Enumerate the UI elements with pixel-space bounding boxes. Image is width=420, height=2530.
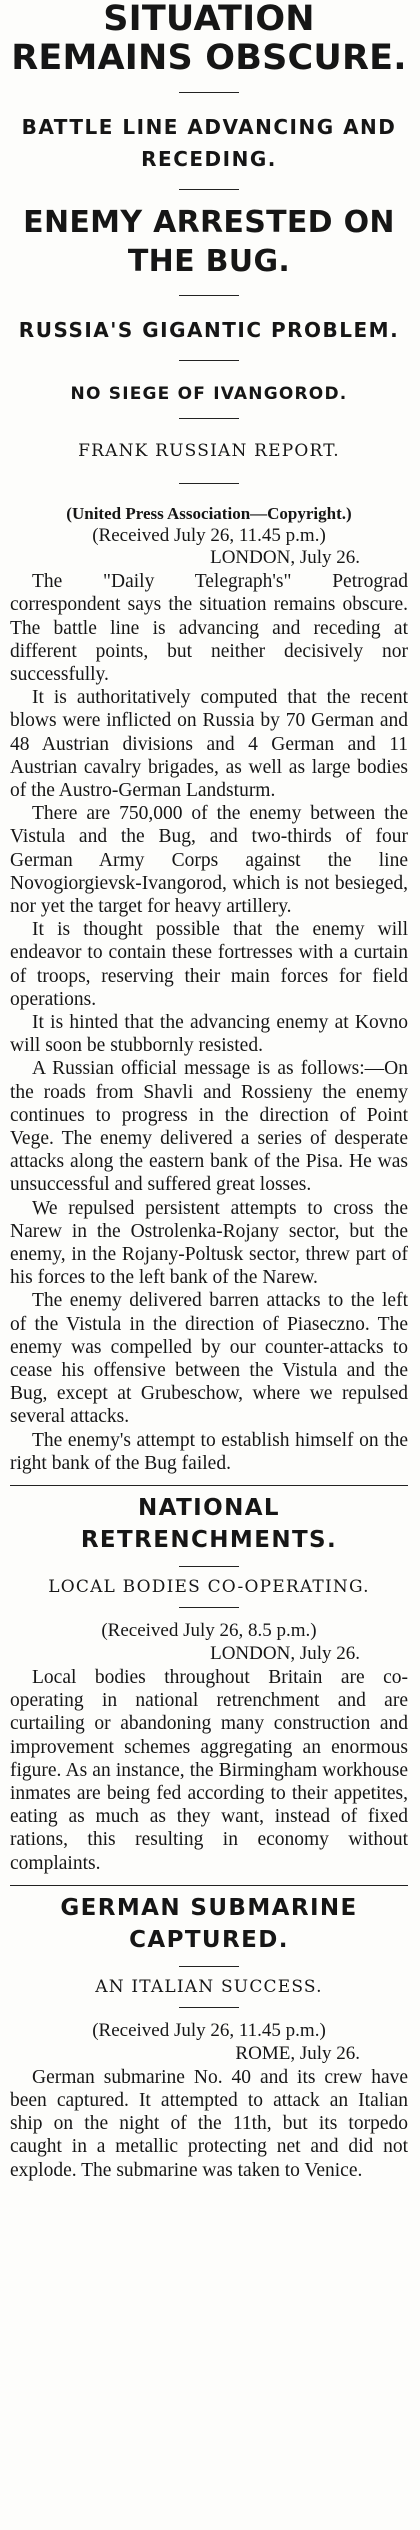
article-paragraph: It is hinted that the advancing enemy at Kovno will soon be stubbornly resisted. — [10, 1012, 408, 1057]
main-headline: SITUATION REMAINS OBSCURE. — [11, 0, 407, 79]
article-paragraph: German submarine No. 40 and its crew have been captured. It attempted to attack an Italian ship on the night of the 11th, but its torpedo caught in a metallic protecting net and did not explode. The submarine was taken to Venice. — [10, 2066, 408, 2181]
divider — [179, 418, 239, 419]
article-paragraph: Local bodies throughout Britain are co-operating in national retrenchment and are curtailing or abandoning many construction and improvement schemes aggregating an enormous figure. As an instance, the Birmingham workhouse inmates are being fed according to their appetites, eating as much as they want, instead of fixed rations, this resulting in economy without complaints. — [10, 1667, 408, 1874]
section-headline: NATIONAL RETRENCHMENTS. — [80, 1495, 338, 1554]
received-line: (Received July 26, 8.5 p.m.) — [101, 1620, 317, 1642]
copyright-line: (United Press Association—Copyright.) — [66, 504, 352, 524]
article-paragraph: It is authoritatively computed that the recent blows were inflicted on Russia by 70 German and 48 Austrian divisions and 4 German and 11 Austrian cavalry brigades, as well as large bodies of the Austro-German Landsturm. — [10, 687, 408, 801]
received-line: (Received July 26, 11.45 p.m.) — [92, 524, 326, 546]
article-russian-report — [10, 504, 408, 1475]
article-paragraph: A Russian official message is as follows:—On the roads from Shavli and Rossieny the enemy continues to progress in the direction of Point Vege. The enemy delivered a series of desperate attacks along the eastern bank of the Pisa. He was unsuccessful and suffered great losses. — [10, 1058, 408, 1196]
section-subhead: LOCAL BODIES CO-OPERATING. — [48, 1577, 370, 1598]
subheadline-battle-line: BATTLE LINE ADVANCING AND RECEDING. — [21, 115, 397, 172]
received-line: (Received July 26, 11.45 p.m.) — [92, 2020, 326, 2042]
divider — [179, 483, 239, 484]
dateline: LONDON, July 26. — [210, 547, 360, 569]
article-national-retrenchments — [10, 1492, 408, 1875]
subheadline-no-siege: NO SIEGE OF IVANGOROD. — [70, 384, 348, 405]
divider — [179, 189, 239, 190]
divider — [179, 360, 239, 361]
article-paragraph: It is thought possible that the enemy will endeavor to contain these fortresses with a curtain of troops, reserving their main forces for field operations. — [10, 919, 408, 1010]
article-german-submarine — [10, 1892, 408, 2182]
subheadline-enemy-arrested: ENEMY ARRESTED ON THE BUG. — [23, 205, 395, 279]
section-divider — [10, 1485, 408, 1486]
report-title: FRANK RUSSIAN REPORT. — [78, 441, 340, 462]
divider — [179, 1966, 239, 1967]
divider — [179, 1607, 239, 1608]
section-subhead: AN ITALIAN SUCCESS. — [95, 1977, 323, 1998]
section-headline: GERMAN SUBMARINE CAPTURED. — [60, 1894, 358, 1954]
dateline: LONDON, July 26. — [210, 1643, 360, 1665]
divider — [179, 2007, 239, 2008]
article-paragraph: The enemy delivered barren attacks to the left of the Vistula in the direction of Piaseczno. The enemy was compelled by our counter-attacks to cease his offensive between the Vistula and the Bug, except at Grubeschow, where we repulsed several attacks. — [10, 1290, 408, 1428]
article-paragraph: There are 750,000 of the enemy between the Vistula and the Bug, and two-thirds of four German Army Corps against the line Novogiorgievsk-Ivangorod, which is not besieged, nor yet the target for heavy artillery. — [10, 803, 408, 918]
article-paragraph: The enemy's attempt to establish himself on the right bank of the Bug failed. — [10, 1429, 408, 1474]
divider — [179, 92, 239, 93]
article-paragraph: We repulsed persistent attempts to cross the Narew in the Ostrolenka-Rojany sector, but the enemy, in the Rojany-Poltusk sector, threw part of his forces to the left bank of the Narew. — [10, 1197, 408, 1289]
divider — [179, 1566, 239, 1567]
divider — [179, 295, 239, 296]
dateline: ROME, July 26. — [235, 2043, 360, 2065]
article-paragraph: The "Daily Telegraph's" Petrograd correspondent says the situation remains obscure. The battle line is advancing and receding at different points, but neither decisively nor successfully. — [10, 571, 408, 685]
section-divider — [10, 1885, 408, 1886]
subheadline-russias-problem: RUSSIA'S GIGANTIC PROBLEM. — [18, 318, 400, 343]
